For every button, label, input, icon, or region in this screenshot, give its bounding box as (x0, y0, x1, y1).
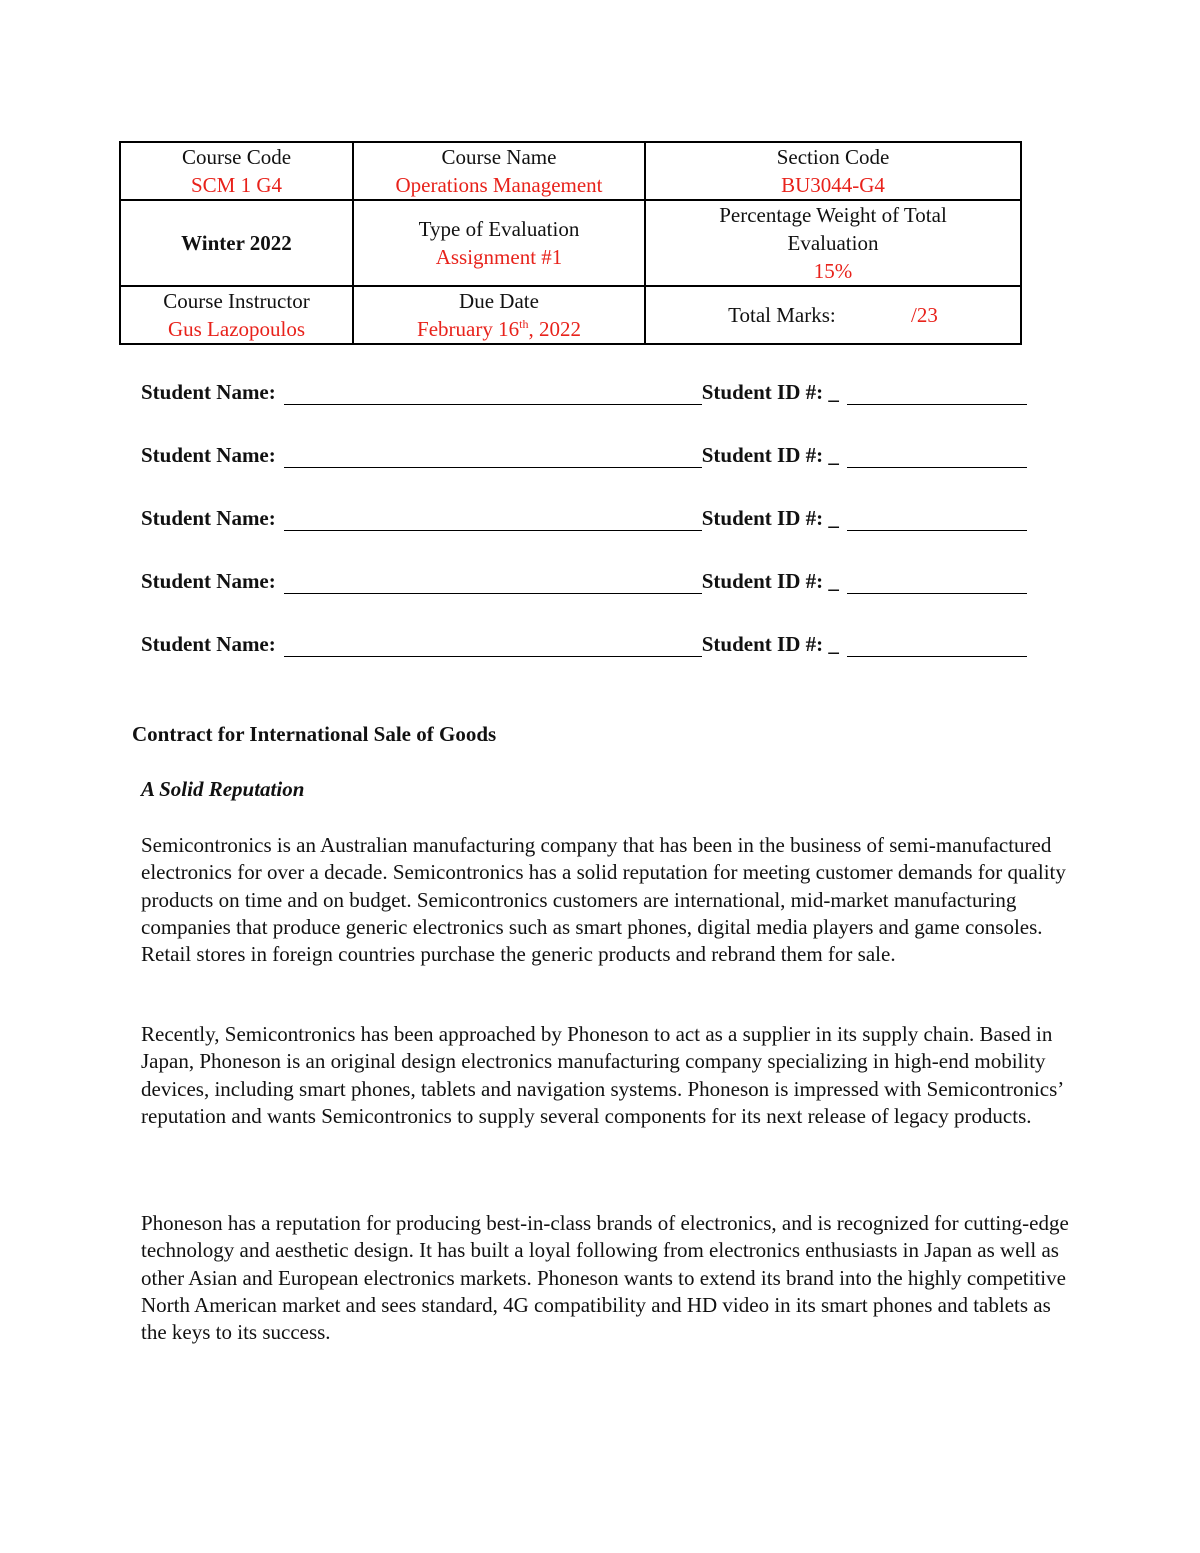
due-date-label: Due Date (459, 289, 539, 313)
course-info-table (119, 141, 1022, 345)
paragraph-3: Phoneson has a reputation for producing best-in-class brands of electronics, and is recognized for cutting-edge technology and aesthetic design. It has built a loyal following from electronics enthusiasts in Japan as well as other Asian and European electronics markets. Phoneson wants to extend its brand into the highly competitive North American market and sees standard, 4G compatibility and HD video in its smart phones and tablets as the keys to its success. (141, 1211, 1069, 1345)
total-marks-label: Total Marks: (728, 303, 836, 327)
weight-label-line2: Evaluation (787, 231, 879, 255)
student-list (141, 380, 1061, 695)
due-date-ordinal: th (519, 317, 529, 331)
section-code-label: Section Code (776, 145, 890, 169)
student-name-blank[interactable] (284, 443, 702, 468)
student-id-blank[interactable] (847, 569, 1027, 594)
course-name-label: Course Name (441, 145, 557, 169)
instructor-cell (120, 286, 353, 344)
student-id-blank[interactable] (847, 380, 1027, 405)
student-name-label: Student Name: (141, 569, 276, 593)
evaluation-type-label: Type of Evaluation (418, 217, 580, 241)
student-name-blank[interactable] (284, 632, 702, 657)
course-code-cell (120, 142, 353, 200)
student-name-blank[interactable] (284, 506, 702, 531)
paragraph-2: Recently, Semicontronics has been approached by Phoneson to act as a supplier in its supply chain. Based in Japan, Phoneson is an original design electronics manufacturing company specializing in high-end mobility devices, including smart phones, tablets and navigation systems. Phoneson is impressed with Semicontronics’ reputation and wants Semicontronics to supply several components for its next release of legacy products. (141, 1022, 1063, 1128)
student-id-blank[interactable] (847, 506, 1027, 531)
student-name-label: Student Name: (141, 632, 276, 656)
weight-value: 15% (813, 259, 853, 283)
instructor-value: Gus Lazopoulos (167, 317, 306, 341)
subsection-title: A Solid Reputation (141, 777, 305, 801)
total-marks-value: /23 (911, 303, 938, 327)
student-id-label: Student ID #: _ (701, 569, 839, 593)
term-value: Winter 2022 (181, 231, 292, 255)
evaluation-type-cell (353, 200, 645, 286)
student-id-blank[interactable] (847, 443, 1027, 468)
student-id-label: Student ID #: _ (701, 632, 839, 656)
course-name-value: Operations Management (395, 173, 603, 197)
student-id-label: Student ID #: _ (701, 380, 839, 404)
student-id-blank[interactable] (847, 632, 1027, 657)
weight-label-line1: Percentage Weight of Total (719, 203, 947, 227)
section-title: Contract for International Sale of Goods (132, 722, 497, 746)
student-name-label: Student Name: (141, 380, 276, 404)
due-date-cell (353, 286, 645, 344)
section-code-cell (645, 142, 1021, 200)
student-row (141, 443, 1061, 506)
total-marks-cell (645, 286, 1021, 344)
term-cell (120, 200, 353, 286)
student-row (141, 632, 1061, 695)
evaluation-type-value: Assignment #1 (435, 245, 563, 269)
due-date-value (358, 315, 640, 343)
course-code-value: SCM 1 G4 (190, 173, 283, 197)
student-id-label: Student ID #: _ (701, 443, 839, 467)
course-name-cell (353, 142, 645, 200)
student-id-label: Student ID #: _ (701, 506, 839, 530)
student-row (141, 569, 1061, 632)
due-date-prefix: February 16 (417, 317, 520, 341)
instructor-label: Course Instructor (163, 289, 310, 313)
student-name-blank[interactable] (284, 380, 702, 405)
paragraph-1: Semicontronics is an Australian manufacturing company that has been in the business of semi-manufactured electronics for over a decade. Semicontronics has a solid reputation for meeting customer demands for quality products on time and on budget. Semicontronics customers are international, mid-market manufacturing companies that produce generic electronics such as smart phones, digital media players and game consoles. Retail stores in foreign countries purchase the generic products and rebrand them for sale. (141, 833, 1066, 967)
student-name-blank[interactable] (284, 569, 702, 594)
section-code-value: BU3044-G4 (781, 173, 885, 197)
student-row (141, 380, 1061, 443)
course-code-label: Course Code (181, 145, 292, 169)
weight-cell (645, 200, 1021, 286)
student-row (141, 506, 1061, 569)
student-name-label: Student Name: (141, 506, 276, 530)
student-name-label: Student Name: (141, 443, 276, 467)
due-date-suffix: , 2022 (528, 317, 581, 341)
